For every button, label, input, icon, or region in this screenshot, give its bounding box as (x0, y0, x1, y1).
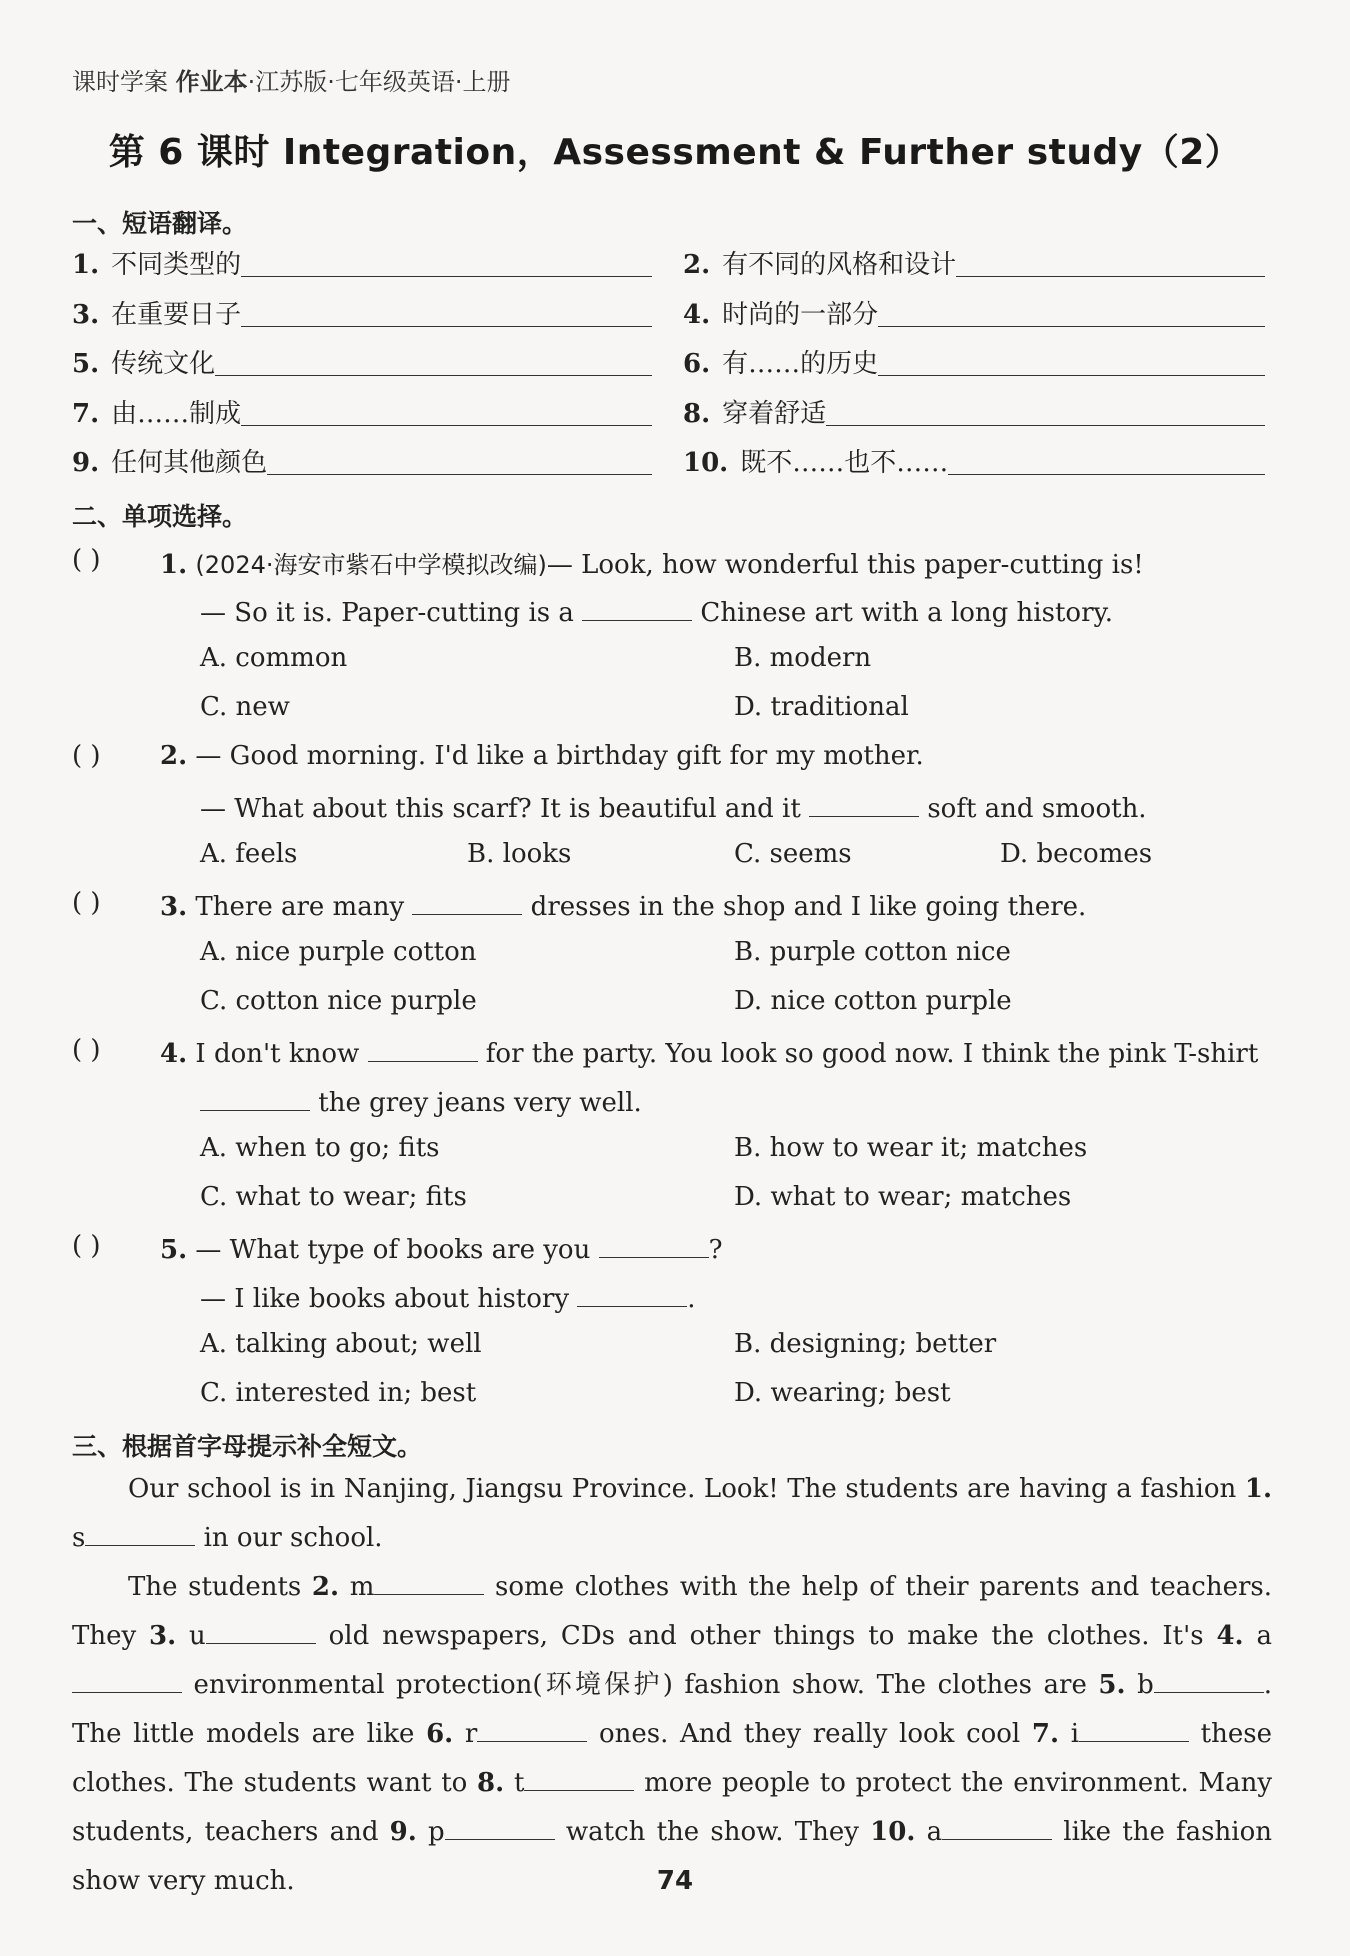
phrase-number: 5. (72, 349, 100, 379)
cloze-blank-8[interactable] (524, 1764, 634, 1791)
q1-option-c[interactable]: C. new (200, 692, 290, 722)
phrase-item (683, 397, 1265, 431)
q4-option-b[interactable]: B. how to wear it; matches (734, 1133, 1088, 1163)
phrase-answer-line[interactable] (878, 347, 1265, 376)
passage-text: some clothes with the help of their parents and teachers. They (72, 1572, 1273, 1651)
passage-paragraph-2 (72, 1563, 1272, 1906)
cloze-blank-10[interactable] (942, 1813, 1052, 1840)
q2-option-b[interactable]: B. looks (467, 839, 572, 869)
section2-heading: 二、单项选择。 (72, 502, 248, 531)
phrase-text: 有……的历史 (722, 349, 879, 379)
book-header (72, 62, 511, 97)
q3-blank[interactable] (412, 888, 522, 915)
phrase-text: 传统文化 (111, 349, 216, 379)
answer-paren-4[interactable]: ( ) (72, 1035, 101, 1065)
q1-number: 1. (160, 550, 188, 580)
passage-paragraph-1: Our school is in Nanjing, Jiangsu Province. Look! The students are having a fashion 1. s in our school. (72, 1474, 1273, 1553)
phrase-answer-line[interactable] (826, 397, 1265, 426)
cloze-number: 8. (477, 1768, 505, 1798)
q5-option-d[interactable]: D. wearing; best (734, 1378, 951, 1408)
q4-blank-1[interactable] (368, 1035, 478, 1062)
phrase-answer-line[interactable] (948, 446, 1265, 475)
phrase-item (72, 446, 652, 480)
q1-blank[interactable] (582, 594, 692, 621)
q5-option-c[interactable]: C. interested in; best (200, 1378, 477, 1408)
q2-option-c[interactable]: C. seems (734, 839, 852, 869)
answer-paren-1[interactable]: ( ) (72, 545, 101, 575)
phrase-text: 时尚的一部分 (722, 299, 879, 330)
cloze-number: 6. (426, 1719, 454, 1749)
passage-text: these clothes. The students want to (72, 1719, 1272, 1798)
phrase-number: 7. (72, 398, 100, 429)
passage-text: like the fashion show very much. (72, 1817, 1272, 1896)
q2-option-d[interactable]: D. becomes (1000, 839, 1153, 869)
passage-text: t (504, 1768, 525, 1798)
q5-line1: 5. — What type of books are you ? (160, 1231, 723, 1265)
q3-line1: 3. There are many dresses in the shop and I like going there. (160, 888, 1086, 922)
cloze-passage (72, 1465, 1272, 1906)
cloze-number: 10. (870, 1817, 916, 1847)
answer-paren-5[interactable]: ( ) (72, 1231, 101, 1261)
q4-option-d[interactable]: D. what to wear; matches (734, 1182, 1072, 1212)
phrase-item (72, 397, 652, 431)
passage-text: watch the show. They (554, 1817, 871, 1847)
phrase-text: 任何其他颜色 (111, 448, 268, 478)
section1-heading: 一、短语翻译。 (72, 209, 248, 238)
passage-text: p (416, 1817, 445, 1847)
phrase-answer-line[interactable] (878, 298, 1265, 327)
phrase-item (683, 446, 1265, 480)
phrase-item (72, 298, 652, 332)
phrase-text: 既不……也不…… (740, 448, 949, 478)
cloze-blank-4[interactable] (72, 1666, 182, 1693)
cloze-number: 3. (149, 1621, 177, 1651)
passage-text: . The little models are like (72, 1670, 1272, 1749)
q2-blank[interactable] (809, 790, 919, 817)
q2-line1: 2. — Good morning. I'd like a birthday gift for my mother. (160, 741, 924, 771)
q3-option-d[interactable]: D. nice cotton purple (734, 986, 1012, 1016)
phrase-item (72, 347, 652, 381)
cloze-number: 7. (1031, 1719, 1060, 1749)
q3-option-c[interactable]: C. cotton nice purple (200, 986, 477, 1016)
q4-option-c[interactable]: C. what to wear; fits (200, 1182, 467, 1212)
q4-option-a[interactable]: A. when to go; fits (200, 1133, 440, 1163)
phrase-answer-line[interactable] (215, 347, 652, 376)
phrase-number: 3. (72, 299, 100, 330)
cloze-number: 5. (1098, 1670, 1126, 1700)
phrase-item (683, 298, 1265, 332)
phrase-number: 8. (683, 398, 711, 429)
header-suffix: ·江苏版·七年级英语·上册 (247, 68, 511, 96)
answer-paren-3[interactable]: ( ) (72, 888, 101, 918)
q1-option-a[interactable]: A. common (200, 643, 348, 673)
q4-line1: 4. I don't know for the party. You look so good now. I think the pink T-shirt (160, 1035, 1258, 1069)
q5-line2: — I like books about history . (200, 1280, 696, 1314)
phrase-answer-line[interactable] (267, 446, 652, 475)
q2-option-a[interactable]: A. feels (200, 839, 298, 869)
cloze-number: 2. (311, 1572, 340, 1602)
section3-heading: 三、根据首字母提示补全短文。 (72, 1432, 423, 1461)
q3-option-b[interactable]: B. purple cotton nice (734, 937, 1011, 967)
passage-text: old newspapers, CDs and other things to make the clothes. It's (315, 1621, 1217, 1651)
phrase-number: 2. (683, 250, 711, 280)
phrase-answer-line[interactable] (241, 397, 652, 426)
passage-text: a (1243, 1621, 1272, 1651)
page-number: 74 (656, 1866, 694, 1896)
q1-source: (2024·海安市紫石中学模拟改编) (195, 551, 547, 579)
passage-text: more people to protect the environment. Many students, teachers and (72, 1768, 1273, 1847)
q1-option-b[interactable]: B. modern (734, 643, 872, 673)
q5-blank-1[interactable] (599, 1231, 709, 1258)
phrase-answer-line[interactable] (241, 298, 652, 327)
passage-text: u (176, 1621, 206, 1651)
header-bold: 作业本 (175, 68, 248, 96)
phrase-number: 10. (683, 448, 729, 478)
passage-text: a (915, 1817, 943, 1847)
q4-line2: the grey jeans very well. (200, 1084, 642, 1118)
cloze-blank-1[interactable] (85, 1519, 195, 1546)
header-prefix: 课时学案 (72, 68, 176, 96)
cloze-blank-7[interactable] (1079, 1715, 1189, 1742)
phrase-text: 有不同的风格和设计 (722, 250, 957, 280)
passage-text: environmental protection(环境保护) fashion show. The clothes are (182, 1670, 1099, 1700)
cloze-blank-3[interactable] (206, 1617, 316, 1644)
phrase-item (683, 248, 1265, 282)
phrase-text: 在重要日子 (111, 299, 242, 330)
cloze-number: 4. (1216, 1621, 1244, 1651)
q1-line1: — Look, how wonderful this paper-cutting is! (546, 550, 1144, 580)
lesson-title: 第 6 课时 Integration，Assessment & Further study（2） (108, 132, 1242, 173)
q5-blank-2[interactable] (577, 1280, 687, 1307)
phrase-answer-line[interactable] (956, 248, 1265, 277)
phrase-text: 不同类型的 (111, 250, 242, 280)
cloze-number: 9. (389, 1817, 417, 1847)
phrase-number: 9. (72, 448, 100, 478)
passage-text: b (1125, 1670, 1154, 1700)
answer-paren-2[interactable]: ( ) (72, 741, 101, 771)
q1-stem (160, 545, 1144, 580)
cloze-blank-6[interactable] (477, 1715, 587, 1742)
phrase-text: 穿着舒适 (722, 398, 827, 429)
q4-blank-2[interactable] (200, 1084, 310, 1111)
phrase-answer-line[interactable] (241, 248, 652, 277)
phrase-number: 6. (683, 349, 711, 379)
q5-option-b[interactable]: B. designing; better (734, 1329, 997, 1359)
passage-text: i (1059, 1719, 1080, 1749)
phrase-item (683, 347, 1265, 381)
phrase-text: 由……制成 (111, 398, 242, 429)
passage-text: ones. And they really look cool (587, 1719, 1032, 1749)
cloze-blank-5[interactable] (1154, 1666, 1264, 1693)
passage-text: r (453, 1719, 478, 1749)
q1-option-d[interactable]: D. traditional (734, 692, 909, 722)
q1-line2: — So it is. Paper-cutting is a Chinese art with a long history. (200, 594, 1113, 628)
phrase-item (72, 248, 652, 282)
phrase-number: 4. (683, 299, 711, 330)
q3-option-a[interactable]: A. nice purple cotton (200, 937, 477, 967)
passage-text: The students (128, 1572, 312, 1602)
cloze-blank-2[interactable] (374, 1568, 484, 1595)
phrase-number: 1. (72, 250, 100, 280)
cloze-blank-9[interactable] (445, 1813, 555, 1840)
q5-option-a[interactable]: A. talking about; well (200, 1329, 482, 1359)
q2-line2: — What about this scarf? It is beautiful and it soft and smooth. (200, 790, 1147, 824)
passage-text: m (339, 1572, 375, 1602)
